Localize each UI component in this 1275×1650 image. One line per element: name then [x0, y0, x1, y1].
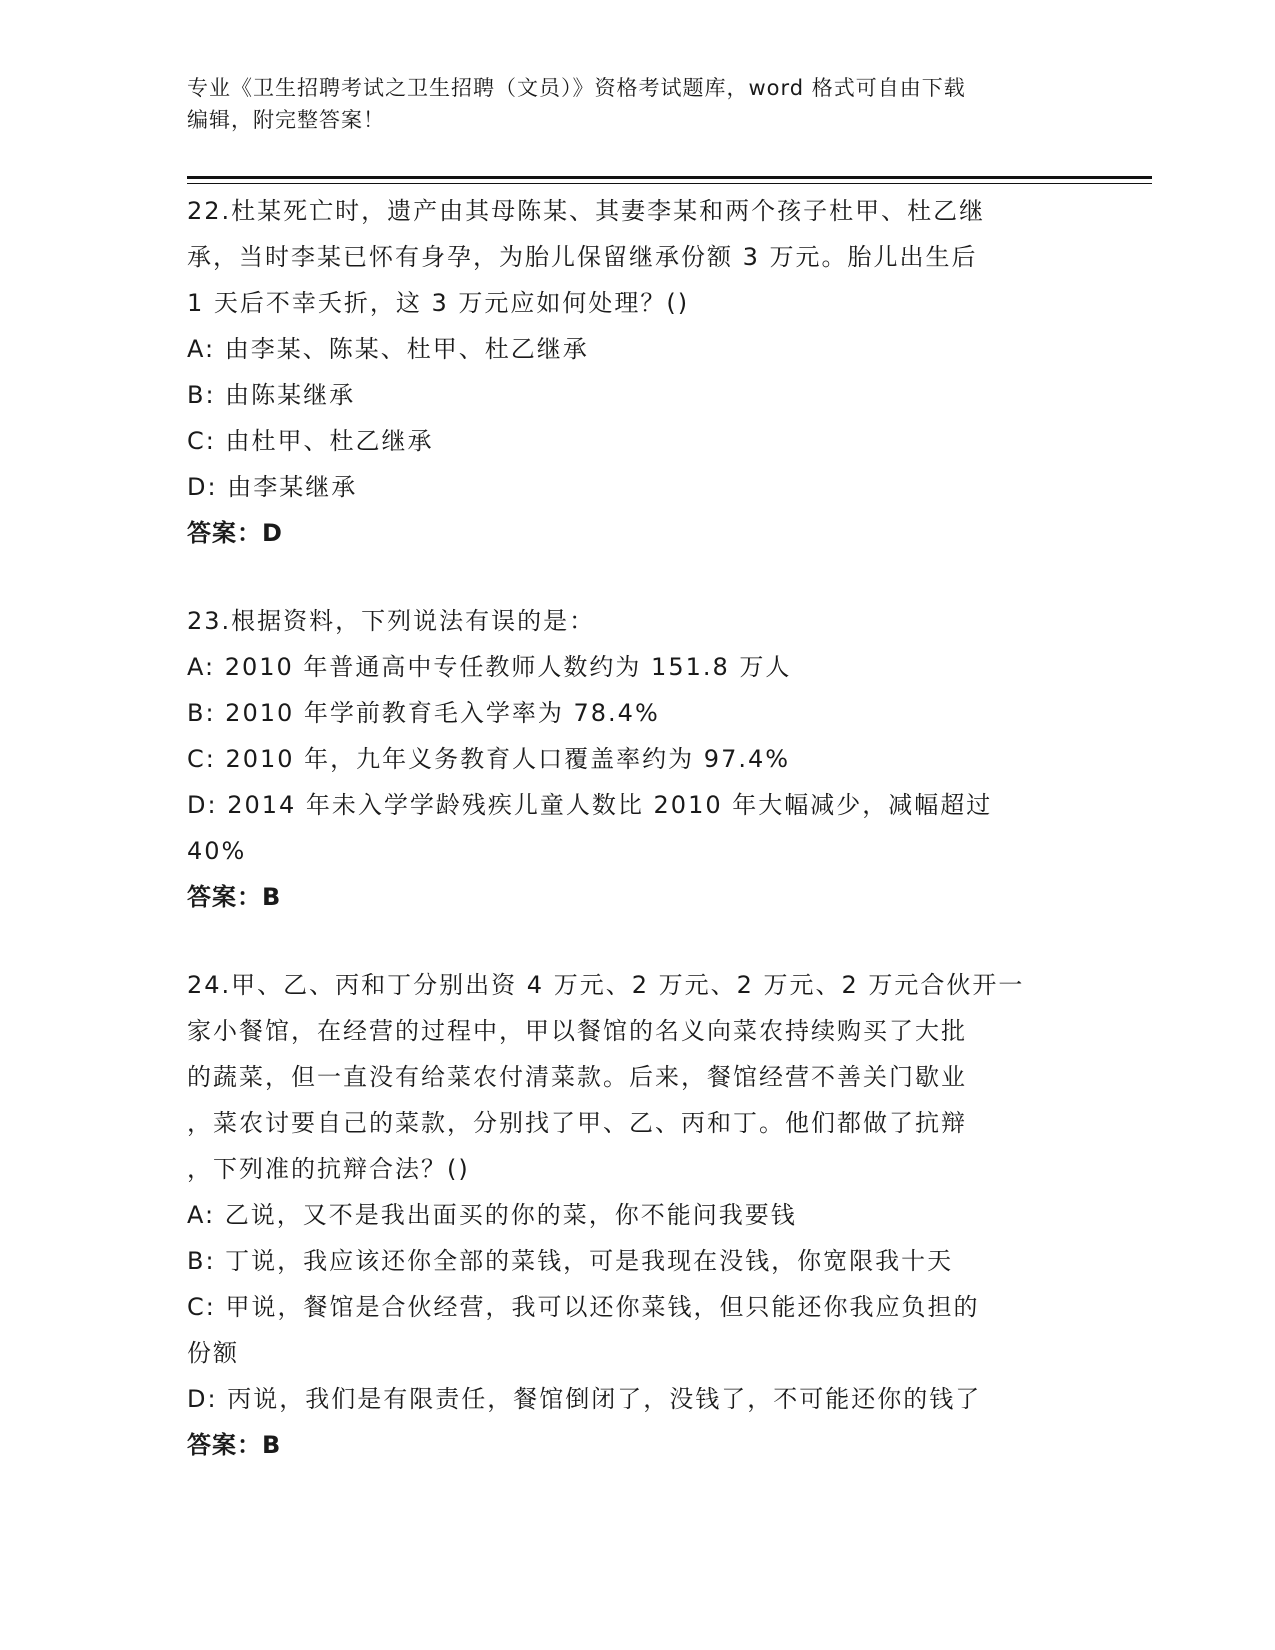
option-d: D: 丙说，我们是有限责任，餐馆倒闭了，没钱了，不可能还你的钱了: [187, 1385, 982, 1413]
option-d: D: 2014 年未入学学龄残疾儿童人数比 2010 年大幅减少，减幅超过: [187, 791, 993, 819]
question-stem-line: 24.甲、乙、丙和丁分别出资 4 万元、2 万元、2 万元、2 万元合伙开一: [187, 971, 1025, 999]
option-c: C: 2010 年，九年义务教育人口覆盖率约为 97.4%: [187, 745, 791, 773]
page-header: [187, 72, 1087, 136]
option-a: A: 2010 年普通高中专任教师人数约为 151.8 万人: [187, 653, 792, 681]
question-stem-line: 1 天后不幸夭折，这 3 万元应如何处理？(): [187, 289, 690, 317]
header-line-1: 专业《卫生招聘考试之卫生招聘（文员）》资格考试题库，word 格式可自由下载: [187, 76, 966, 100]
question-23: [187, 598, 1087, 920]
question-stem-line: ，菜农讨要自己的菜款，分别找了甲、乙、丙和丁。他们都做了抗辩: [187, 1109, 967, 1137]
header-divider-thin: [187, 183, 1152, 184]
answer-label: 答案：B: [187, 883, 282, 911]
option-b: B: 由陈某继承: [187, 381, 356, 409]
question-24: [187, 962, 1087, 1468]
answer-label: 答案：B: [187, 1431, 282, 1459]
question-stem-line: ，下列准的抗辩合法？(): [187, 1155, 470, 1183]
question-22: [187, 188, 1087, 556]
option-a: A: 乙说，又不是我出面买的你的菜，你不能问我要钱: [187, 1201, 797, 1229]
question-stem-line: 家小餐馆，在经营的过程中，甲以餐馆的名义向菜农持续购买了大批: [187, 1017, 967, 1045]
header-divider-thick: [187, 176, 1152, 179]
option-b: B: 2010 年学前教育毛入学率为 78.4%: [187, 699, 660, 727]
header-line-2: 编辑，附完整答案！: [187, 108, 385, 132]
answer-label: 答案：D: [187, 519, 283, 547]
question-stem-line: 承，当时李某已怀有身孕，为胎儿保留继承份额 3 万元。胎儿出生后: [187, 243, 978, 271]
question-stem-line: 的蔬菜，但一直没有给菜农付清菜款。后来，餐馆经营不善关门歇业: [187, 1063, 967, 1091]
option-c-continued: 份额: [187, 1339, 239, 1367]
option-d-continued: 40%: [187, 837, 247, 865]
question-stem-line: 22.杜某死亡时，遗产由其母陈某、其妻李某和两个孩子杜甲、杜乙继: [187, 197, 986, 225]
option-a: A: 由李某、陈某、杜甲、杜乙继承: [187, 335, 589, 363]
question-stem-line: 23.根据资料，下列说法有误的是：: [187, 607, 596, 635]
option-c: C: 由杜甲、杜乙继承: [187, 427, 434, 455]
option-c: C: 甲说，餐馆是合伙经营，我可以还你菜钱，但只能还你我应负担的: [187, 1293, 980, 1321]
option-b: B: 丁说，我应该还你全部的菜钱，可是我现在没钱，你宽限我十天: [187, 1247, 954, 1275]
option-d: D: 由李某继承: [187, 473, 358, 501]
